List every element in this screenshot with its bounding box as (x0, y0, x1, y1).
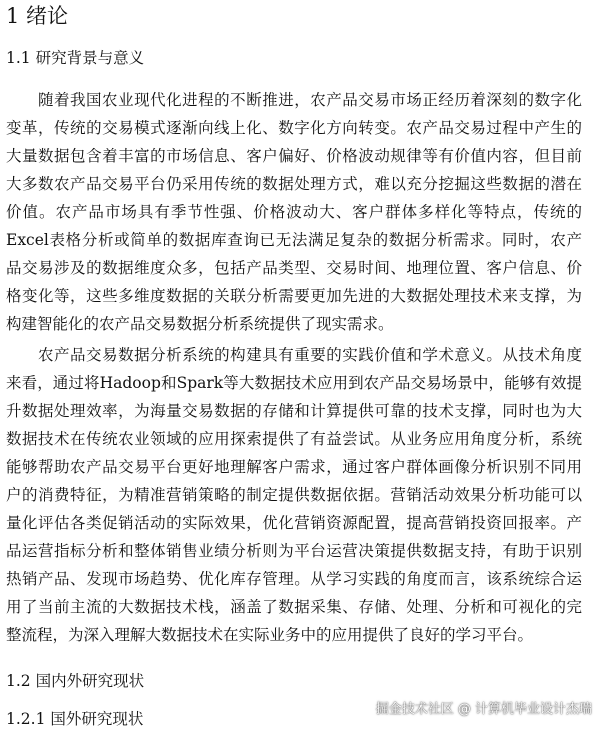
paragraph-line: Excel表格分析或简单的数据库查询已无法满足复杂的数据分析需求。同时，农产 (6, 231, 582, 249)
paragraph-line: 用了当前主流的大数据技术栈，涵盖了数据采集、存储、处理、分析和可视化的完 (6, 598, 582, 616)
paragraph-line: 户的消费特征，为精准营销策略的制定提供数据依据。营销活动效果分析功能可以 (6, 486, 582, 504)
watermark: 掘金技术社区 @ 计算机毕业设计杰瑞 (375, 702, 592, 717)
paragraph-line: 大量数据包含着丰富的市场信息、客户偏好、价格波动规律等有价值内容，但目前 (6, 147, 582, 165)
paragraph-line: 大多数农产品交易平台仍采用传统的数据处理方式，难以充分挖掘这些数据的潜在 (6, 175, 582, 193)
paragraph-line: 农产品交易数据分析系统的构建具有重要的实践价值和学术意义。从技术角度 (38, 346, 582, 364)
paragraph-line: 品运营指标分析和整体销售业绩分析则为平台运营决策提供数据支持，有助于识别 (6, 542, 582, 560)
paragraph-line: 能够帮助农产品交易平台更好地理解客户需求，通过客户群体画像分析识别不同用 (6, 458, 582, 476)
section-heading-1-2: 1.2 国内外研究现状 (6, 672, 145, 690)
paragraph-line: 格变化等，这些多维度数据的关联分析需要更加先进的大数据处理技术来支撑，为 (6, 287, 582, 305)
paragraph-line: 升数据处理效率，为海量交易数据的存储和计算提供可靠的技术支撑，同时也为大 (6, 402, 582, 420)
paragraph-line: 随着我国农业现代化进程的不断推进，农产品交易市场正经历着深刻的数字化 (38, 91, 582, 109)
paragraph-line: 品交易涉及的数据维度众多，包括产品类型、交易时间、地理位置、客户信息、价 (6, 259, 582, 277)
paragraph-line: 来看，通过将Hadoop和Spark等大数据技术应用到农产品交易场景中，能够有效提 (6, 374, 582, 392)
paragraph-line: 热销产品、发现市场趋势、优化库存管理。从学习实践的角度而言，该系统综合运 (6, 570, 582, 588)
section-heading-1-1: 1.1 研究背景与意义 (6, 49, 145, 67)
paragraph-line: 构建智能化的农产品交易数据分析系统提供了现实需求。 (6, 315, 394, 333)
paragraph-line: 价值。农产品市场具有季节性强、价格波动大、客户群体多样化等特点，传统的 (6, 203, 582, 221)
paragraph-line: 变革，传统的交易模式逐渐向线上化、数字化方向转变。农产品交易过程中产生的 (6, 119, 582, 137)
section-heading-1-2-1: 1.2.1 国外研究现状 (6, 710, 144, 728)
paragraph-line: 数据技术在传统农业领域的应用探索提供了有益尝试。从业务应用角度分析，系统 (6, 430, 582, 448)
chapter-heading: 1 绪论 (6, 4, 69, 28)
paragraph-line: 整流程，为深入理解大数据技术在实际业务中的应用提供了良好的学习平台。 (6, 626, 534, 644)
paragraph-line: 量化评估各类促销活动的实际效果，优化营销资源配置，提高营销投资回报率。产 (6, 514, 582, 532)
